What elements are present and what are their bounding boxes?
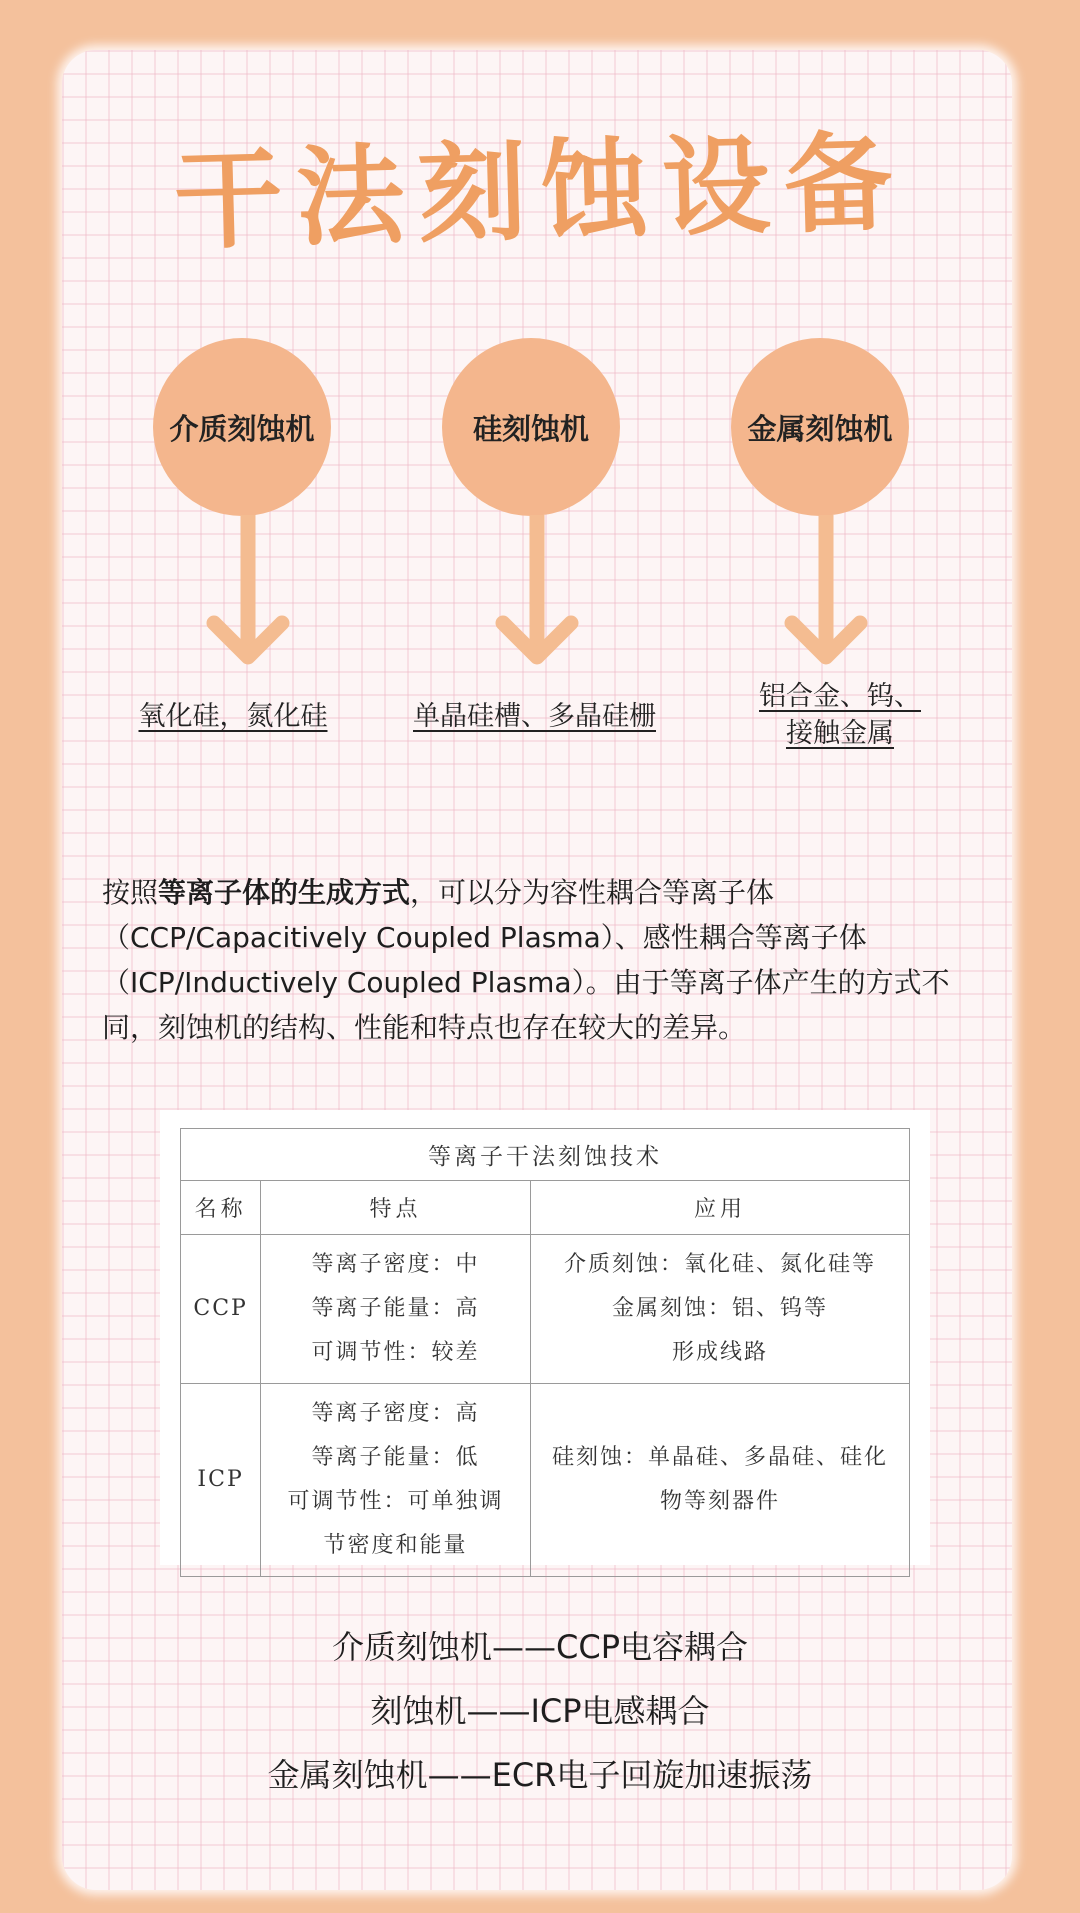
paragraph-prefix: 按照 xyxy=(102,876,159,909)
table-header-applications: 应用 xyxy=(530,1181,909,1235)
feature-line: 等离子密度：高 xyxy=(311,1401,480,1426)
paragraph-emphasis: 等离子体的生成方式 xyxy=(158,876,411,909)
table-cell-applications xyxy=(530,1235,909,1384)
application-line: 介质刻蚀：氧化硅、氮化硅等 xyxy=(563,1252,876,1277)
category-label-dielectric: 介质刻蚀机 xyxy=(169,411,315,446)
feature-line: 等离子能量：低 xyxy=(311,1445,480,1470)
intro-paragraph xyxy=(102,870,982,1050)
category-label-silicon: 硅刻蚀机 xyxy=(472,411,589,446)
down-arrow-icon xyxy=(781,515,871,665)
category-circle-silicon xyxy=(442,338,620,516)
feature-line: 等离子密度：中 xyxy=(311,1252,480,1277)
etching-table-panel xyxy=(160,1110,930,1565)
category-application-dielectric: 氧化硅，氮化硅 xyxy=(138,701,328,732)
summary-line-ccp: 介质刻蚀机——CCP电容耦合 xyxy=(332,1628,748,1666)
down-arrow-icon xyxy=(203,515,293,665)
feature-line: 节密度和能量 xyxy=(323,1533,468,1558)
category-application-silicon: 单晶硅槽、多晶硅栅 xyxy=(413,701,656,732)
page-title: 干法刻蚀设备 xyxy=(172,120,908,265)
summary-line-ecr: 金属刻蚀机——ECR电子回旋加速振荡 xyxy=(267,1756,813,1794)
down-arrow-icon xyxy=(492,515,582,665)
table-cell-features xyxy=(261,1235,531,1384)
summary-line-icp: 刻蚀机——ICP电感耦合 xyxy=(370,1692,710,1730)
category-application-metal-line1: 铝合金、钨、 xyxy=(759,681,921,712)
application-line: 金属刻蚀：铝、钨等 xyxy=(611,1296,828,1321)
application-line: 硅刻蚀：单晶硅、多晶硅、硅化 xyxy=(551,1445,888,1470)
category-circle-metal xyxy=(731,338,909,516)
category-application-metal-line2: 接触金属 xyxy=(786,718,894,749)
table-cell-applications xyxy=(530,1384,909,1577)
category-circle-dielectric xyxy=(153,338,331,516)
table-cell-name: CCP xyxy=(181,1235,261,1384)
application-line: 物等刻器件 xyxy=(659,1489,780,1514)
table-header-features: 特点 xyxy=(261,1181,531,1235)
table-cell-name: ICP xyxy=(181,1384,261,1577)
table-row xyxy=(181,1235,910,1384)
paragraph-body: ，可以分为容性耦合等离子体（CCP/Capacitively Coupled Plasma）、感性耦合等离子体（ICP/Inductively Coupled Plasma）。由于等离子体产生的方式不同，刻蚀机的结构、性能和特点也存在较大的差异。 xyxy=(102,876,950,1044)
table-cell-features xyxy=(261,1384,531,1577)
application-line: 形成线路 xyxy=(671,1340,768,1365)
category-label-metal: 金属刻蚀机 xyxy=(747,411,893,446)
table-header-name: 名称 xyxy=(181,1181,261,1235)
table-caption: 等离子干法刻蚀技术 xyxy=(181,1129,910,1181)
category-application-metal xyxy=(720,678,960,752)
feature-line: 可调节性：可单独调 xyxy=(287,1489,504,1514)
table-row xyxy=(181,1384,910,1577)
etching-technology-table xyxy=(180,1128,910,1577)
feature-line: 等离子能量：高 xyxy=(311,1296,480,1321)
feature-line: 可调节性：较差 xyxy=(311,1340,480,1365)
